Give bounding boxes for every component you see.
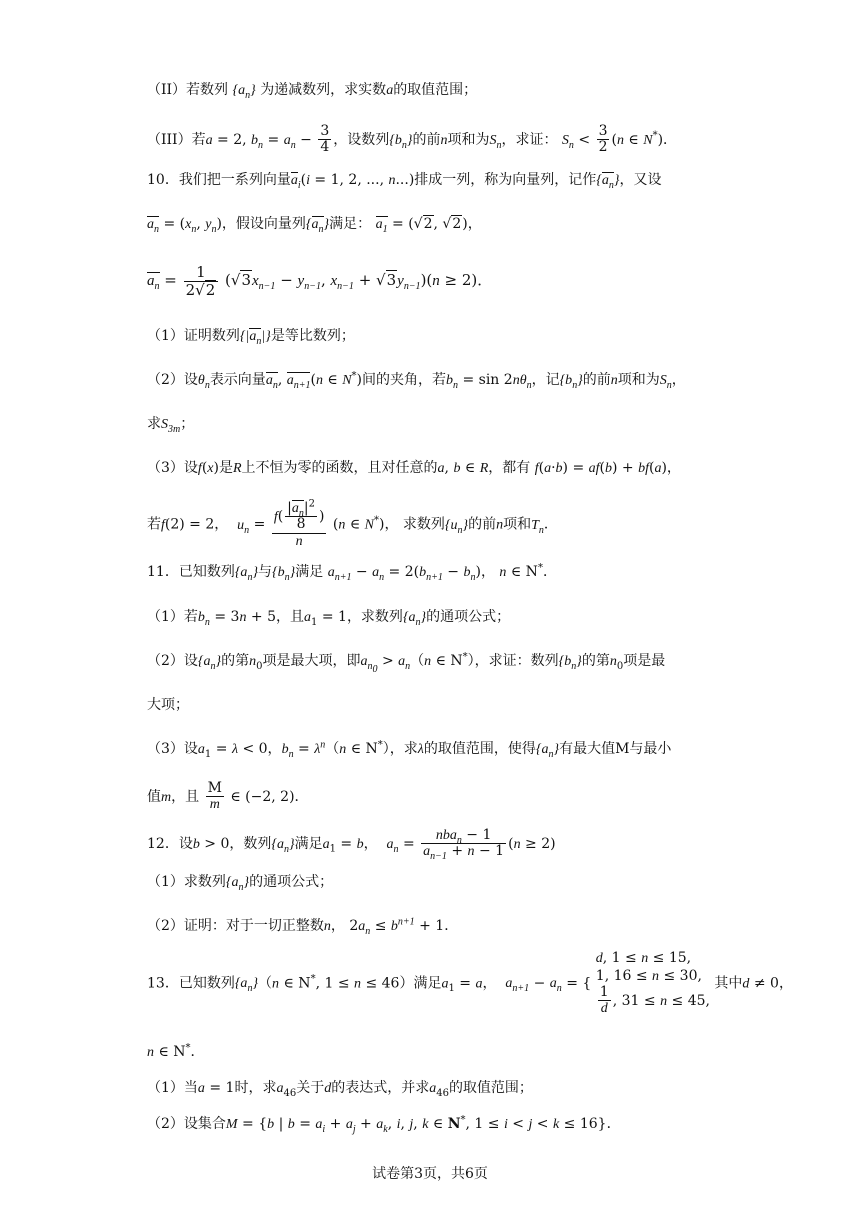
p10-q3: （3）设f(x)是R上不恒为零的函数，且对任意的a, b ∈ R，都有 f(a·b) = af(b) + bf(a)， <box>147 460 681 476</box>
p9-part-iii: （III）若a = 2, $b_n = a_n$ − $\frac{3}{4}$ ，设数列$\{b_n\}$的前n项和为$S_n$，求证： $S_n$ < $\frac{3}{2}$ (n ∈ N*)． <box>147 123 678 156</box>
p10-q1: （1）证明数列$\{|a_n|\}$是等比数列； <box>147 328 355 347</box>
p10-recurrence: $a_n$ = $\frac{1}{2√2}$ ($√3x_{n-1} - y_{n-1}$, $x_{n-1} + √3y_{n-1})(n \ge 2)$． <box>147 263 493 299</box>
p11-q2-cont: 大项； <box>147 697 189 713</box>
p11-q1: （1）若$b_n = 3n + 5$，且$a_1 = 1$，求数列$\{a_n\}$的通项公式； <box>147 609 511 628</box>
p10-q2: （2）设$\theta_n$表示向量$a_n$, $a_{n+1}(n$ ∈ N*)间的夹角，若$b_n = \sin 2n\theta_n$，记$\{b_n\}$的前n项和为$S_n$， <box>147 370 686 391</box>
p12-q1: （1）求数列$\{a_n\}$的通项公式； <box>147 874 334 893</box>
p11-q2: （2）设$\{a_n\}$的第$n_0$项是最大项，即$a_{n_0} > a_n(n$ ∈ N*），求证：数列$\{b_n\}$的第$n_0$项是最 <box>147 651 666 675</box>
p12-q2: （2）证明：对于一切正整数n， $2a_n \le b^{n+1} + 1$． <box>147 916 459 937</box>
p13-line1: 13．已知数列$\{a_n\}(n$ ∈ N*, 1 ≤ n ≤ 46）满足$a_1 = a$， $a_{n+1} - a_n$ = { d, 1 ≤ n ≤ 15, 1, 16 ≤ n ≤ 30, $\frac{1}{d}$ , 31 ≤ n ≤ 45, 其中d ≠ 0， <box>147 950 793 1017</box>
page-footer: 试卷第3页，共6页 <box>372 1166 488 1182</box>
p11-line1: 11．已知数列$\{a_n\}$与$\{b_n\}$满足 $a_{n+1} - a_n = 2(b_{n+1} - b_n)$， n ∈ N*． <box>147 562 557 583</box>
p13-line2: n ∈ N*． <box>147 1042 205 1060</box>
p12-line1: 12．设b > 0，数列$\{a_n\}$满足$a_1 = b$， $a_n$ = $\frac{nba_n - 1}{a_{n-1} + n - 1}$ (n ≥ 2) <box>147 827 556 863</box>
p10-line1: 10．我们把一系列向量$a_i(i = 1$, 2, ..., n...)排成一列，称为向量列，记作$\{a_n\}$，又设 <box>147 172 662 191</box>
p10-q2-cont: 求$S_{3m}$； <box>147 416 195 435</box>
p11-q3-cont: 值m，且 $\frac{M}{m}$ ∈ (−2, 2)． <box>147 780 309 813</box>
p10-line2: $a_n = (x_n$, $y_n$)，假设向量列$\{a_n\}$满足： $a_1 = (√2$, √2)， <box>147 216 482 235</box>
p10-q3-cont: 若f(2) = 2， $u_n$ = f( $\frac{|a_n|^2}{8}$ ) n (n ∈ N*)， 求数列$\{u_n\}$的前n项和$T_n$． <box>147 498 558 549</box>
p9-part-ii: （II）若数列 $\{a_n\}$ 为递减数列，求实数a的取值范围； <box>147 82 478 101</box>
p13-q2: （2）设集合M = {b | $b = a_i + a_j + a_k$, i, j, k ∈ N*, 1 ≤ i < j < k ≤ 16}． <box>147 1114 621 1135</box>
p11-q3: （3）设$a_1 = \lambda < 0$，$b_n = \lambda^n(n$ ∈ N*），求λ的取值范围，使得$\{a_n\}$有最大值M与最小 <box>147 739 672 760</box>
p13-q1: （1）当a = 1时，求$a_{46}$关于d的表达式，并求$a_{46}$的取值范围； <box>147 1080 533 1099</box>
